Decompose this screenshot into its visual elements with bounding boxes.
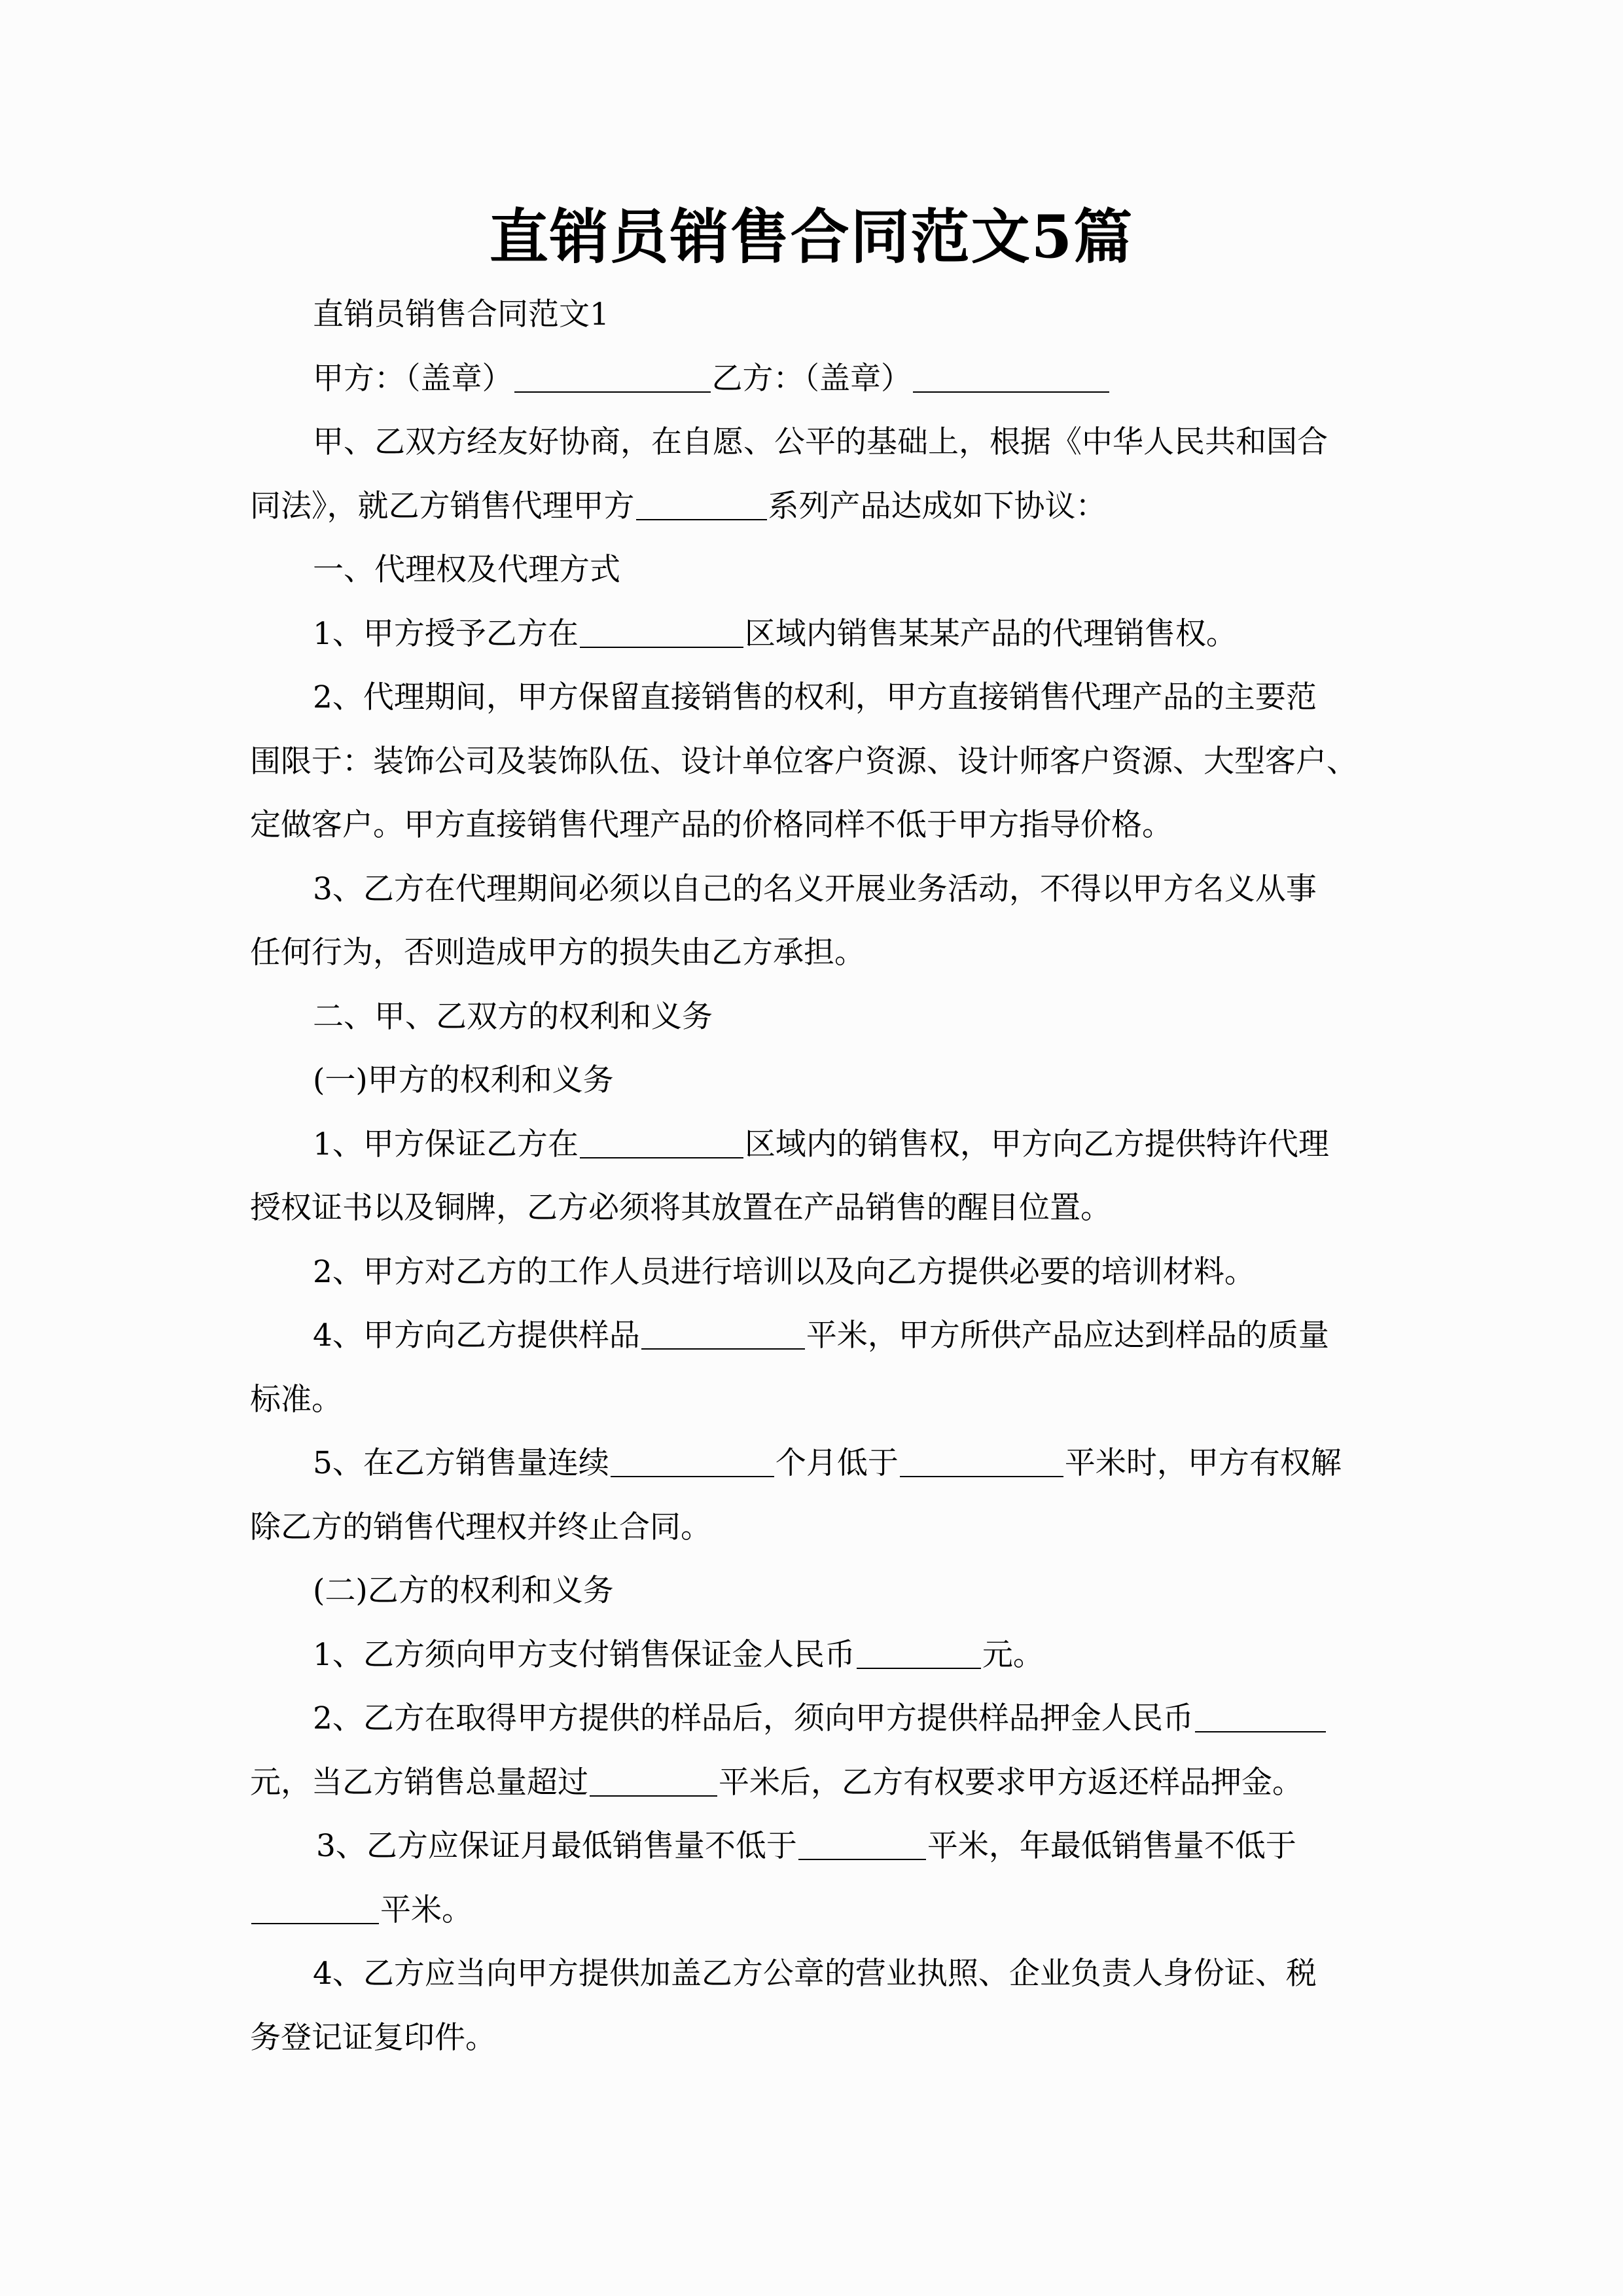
text-line bbox=[250, 1368, 1378, 1432]
text-line bbox=[250, 410, 1378, 475]
text-line bbox=[250, 921, 1378, 985]
text-line bbox=[250, 985, 1378, 1049]
text-segment: 1、乙方须向甲方支付销售保证金人民币 bbox=[313, 1636, 855, 1673]
text-segment: 同法》，就乙方销售代理甲方 bbox=[250, 488, 635, 524]
text-segment: 一、代理权及代理方式 bbox=[313, 552, 620, 588]
text-line bbox=[250, 1176, 1378, 1240]
text-line bbox=[250, 730, 1378, 794]
text-segment: (二)乙方的权利和义务 bbox=[313, 1573, 614, 1609]
paragraph-section-1-heading bbox=[250, 538, 1378, 602]
text-segment: 除乙方的销售代理权并终止合同。 bbox=[250, 1509, 711, 1545]
text-line bbox=[250, 793, 1378, 857]
text-segment: 元。 bbox=[982, 1636, 1044, 1673]
paragraph-section-2-1-item-5 bbox=[250, 1431, 1378, 1559]
paragraph-section-2-2-item-1 bbox=[250, 1623, 1378, 1687]
text-line bbox=[250, 1049, 1378, 1113]
paragraph-section-2-1-heading bbox=[250, 1049, 1378, 1113]
text-line bbox=[250, 1814, 1378, 1878]
text-line bbox=[250, 283, 1378, 347]
text-line bbox=[250, 1240, 1378, 1304]
text-segment: 区域内的销售权，甲方向乙方提供特许代理 bbox=[744, 1126, 1329, 1162]
text-line bbox=[250, 2006, 1378, 2070]
text-segment: 围限于：装饰公司及装饰队伍、设计单位客户资源、设计师客户资源、大型客户、 bbox=[250, 743, 1357, 780]
text-line bbox=[250, 1113, 1378, 1177]
text-line bbox=[250, 1687, 1378, 1751]
text-segment: 平米后，乙方有权要求甲方返还样品押金。 bbox=[719, 1764, 1303, 1801]
document-body bbox=[250, 283, 1378, 2070]
text-line bbox=[250, 1431, 1378, 1496]
text-segment: 务登记证复印件。 bbox=[250, 2019, 496, 2056]
text-segment: 平米，年最低销售量不低于 bbox=[927, 1828, 1296, 1864]
text-segment: 5、在乙方销售量连续 bbox=[313, 1445, 609, 1481]
text-segment: 2、代理期间，甲方保留直接销售的权利，甲方直接销售代理产品的主要范 bbox=[313, 679, 1317, 715]
paragraph-section-2-1-item-1 bbox=[250, 1113, 1378, 1240]
text-line bbox=[250, 1878, 1378, 1943]
fill-in-blank[interactable] bbox=[590, 1766, 717, 1797]
fill-in-blank[interactable] bbox=[514, 362, 711, 393]
text-line bbox=[250, 1559, 1378, 1623]
paragraph-preamble bbox=[250, 410, 1378, 538]
text-line bbox=[250, 602, 1378, 666]
text-line bbox=[250, 475, 1378, 539]
paragraph-section-2-1-item-4 bbox=[250, 1304, 1378, 1431]
text-line bbox=[250, 1942, 1378, 2006]
text-segment: 平米，甲方所供产品应达到样品的质量 bbox=[806, 1318, 1329, 1354]
text-segment: 4、甲方向乙方提供样品 bbox=[313, 1318, 640, 1354]
text-segment: 标准。 bbox=[250, 1381, 342, 1418]
text-segment: 3、乙方在代理期间必须以自己的名义开展业务活动，不得以甲方名义从事 bbox=[313, 870, 1317, 907]
text-segment: (一)甲方的权利和义务 bbox=[313, 1062, 614, 1098]
text-line bbox=[250, 347, 1378, 411]
fill-in-blank[interactable] bbox=[580, 617, 743, 648]
paragraph-section-2-2-item-4 bbox=[250, 1942, 1378, 2070]
text-line bbox=[250, 1496, 1378, 1560]
text-line bbox=[250, 1304, 1378, 1368]
fill-in-blank[interactable] bbox=[636, 490, 767, 520]
document-title: 直销员销售合同范文5篇 bbox=[489, 202, 1134, 272]
text-segment: 甲方：（盖章） bbox=[313, 360, 513, 397]
paragraph-section-1-item-2 bbox=[250, 666, 1378, 857]
text-segment: 2、乙方在取得甲方提供的样品后，须向甲方提供样品押金人民币 bbox=[313, 1700, 1194, 1736]
paragraph-section-2-2-item-2 bbox=[250, 1687, 1378, 1814]
paragraph-section-2-2-item-3 bbox=[250, 1814, 1378, 1942]
text-segment: 1、甲方保证乙方在 bbox=[313, 1126, 579, 1162]
text-segment: 甲、乙双方经友好协商，在自愿、公平的基础上，根据《中华人民共和国合 bbox=[313, 424, 1328, 460]
paragraph-section-2-1-item-2 bbox=[250, 1240, 1378, 1304]
paragraph-section-1-item-1 bbox=[250, 602, 1378, 666]
fill-in-blank[interactable] bbox=[1195, 1702, 1326, 1732]
text-line bbox=[250, 1623, 1378, 1687]
text-segment: 二、甲、乙双方的权利和义务 bbox=[313, 998, 713, 1035]
fill-in-blank[interactable] bbox=[611, 1446, 774, 1477]
text-segment: 区域内销售某某产品的代理销售权。 bbox=[744, 615, 1237, 652]
fill-in-blank[interactable] bbox=[798, 1829, 926, 1860]
paragraph-sample-heading bbox=[250, 283, 1378, 347]
text-segment: 直销员销售合同范文1 bbox=[313, 296, 609, 332]
fill-in-blank[interactable] bbox=[641, 1319, 805, 1350]
fill-in-blank[interactable] bbox=[900, 1446, 1063, 1477]
text-segment: 授权证书以及铜牌，乙方必须将其放置在产品销售的醒目位置。 bbox=[250, 1190, 1111, 1226]
text-segment: 个月低于 bbox=[775, 1445, 899, 1481]
fill-in-blank[interactable] bbox=[251, 1893, 379, 1924]
text-segment: 任何行为，否则造成甲方的损失由乙方承担。 bbox=[250, 935, 865, 971]
text-segment: 定做客户。甲方直接销售代理产品的价格同样不低于甲方指导价格。 bbox=[250, 807, 1173, 843]
text-line bbox=[250, 857, 1378, 922]
text-segment: 乙方：（盖章） bbox=[711, 360, 912, 397]
paragraph-signature-line bbox=[250, 347, 1378, 411]
paragraph-section-1-item-3 bbox=[250, 857, 1378, 985]
fill-in-blank[interactable] bbox=[913, 362, 1109, 393]
text-segment: 平米时，甲方有权解 bbox=[1064, 1445, 1342, 1481]
text-segment: 2、甲方对乙方的工作人员进行培训以及向乙方提供必要的培训材料。 bbox=[313, 1253, 1255, 1290]
text-segment: 4、乙方应当向甲方提供加盖乙方公章的营业执照、企业负责人身份证、税 bbox=[313, 1956, 1317, 1992]
text-segment: 元，当乙方销售总量超过 bbox=[250, 1764, 588, 1801]
text-line bbox=[250, 666, 1378, 730]
fill-in-blank[interactable] bbox=[857, 1638, 981, 1669]
paragraph-section-2-2-heading bbox=[250, 1559, 1378, 1623]
fill-in-blank[interactable] bbox=[580, 1128, 743, 1158]
text-segment: 1、甲方授予乙方在 bbox=[313, 615, 579, 652]
text-segment: 系列产品达成如下协议： bbox=[768, 488, 1107, 524]
text-line bbox=[250, 1751, 1378, 1815]
paragraph-section-2-heading bbox=[250, 985, 1378, 1049]
text-segment: 平米。 bbox=[380, 1892, 473, 1928]
text-line bbox=[250, 538, 1378, 602]
text-segment: 3、乙方应保证月最低销售量不低于 bbox=[316, 1828, 797, 1864]
